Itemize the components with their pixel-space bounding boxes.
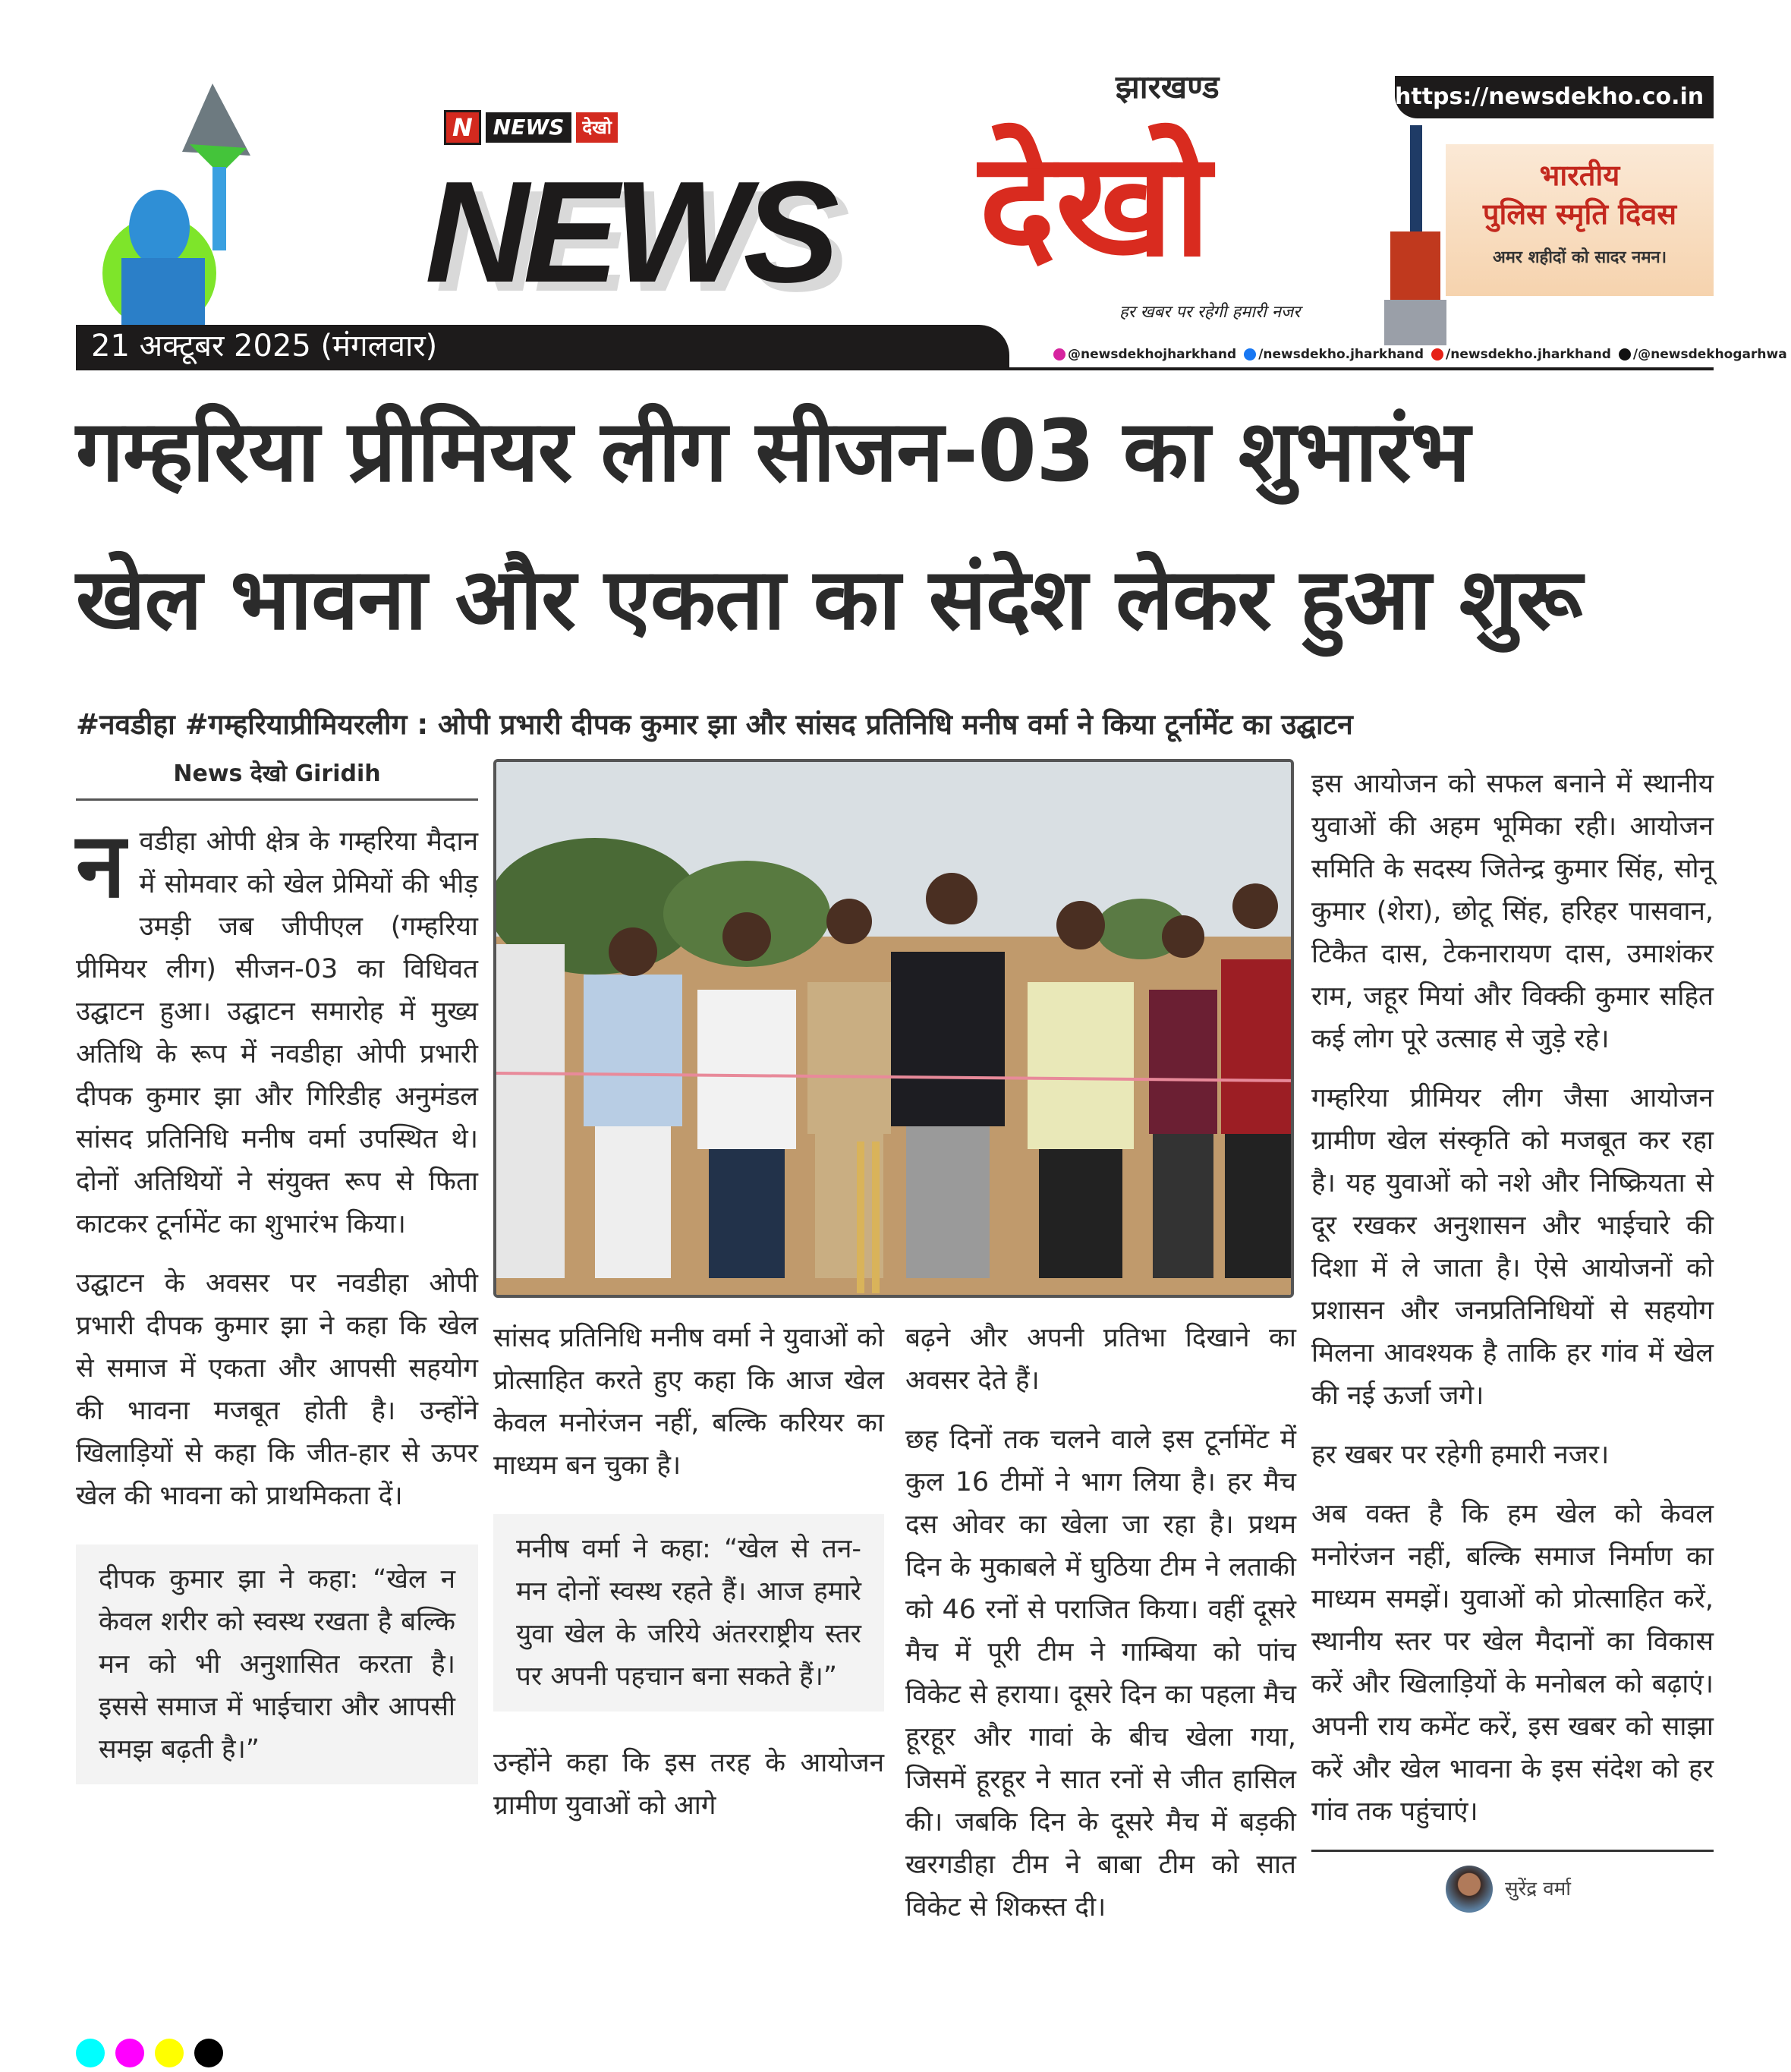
print-registration-marks	[76, 2039, 223, 2067]
column-2	[493, 1317, 884, 1844]
header-divider	[76, 367, 1714, 370]
paragraph: उद्घाटन के अवसर पर नवडीहा ओपी प्रभारी दीपक कुमार झा ने कहा कि खेल से समाज में एकता और आपसी सहयोग की भावना मजबूत होती है। उन्होंने खिलाड़ियों से कहा कि जीत-हार से ऊपर खेल की भावना को प्राथमिकता दें।	[76, 1268, 478, 1511]
author-credit	[1446, 1866, 1714, 1913]
drop-cap: न	[76, 813, 126, 918]
subheadline: #नवडीहा #गम्हरियाप्रीमियरलीग : ओपी प्रभारी दीपक कुमार झा और सांसद प्रतिनिधि मनीष वर्मा ने किया टूर्नामेंट का उद्घाटन	[76, 708, 1353, 741]
column-1	[76, 759, 478, 1815]
column-3	[905, 1317, 1296, 1945]
krishna-illustration	[76, 83, 296, 334]
cyan-dot	[76, 2039, 105, 2067]
social-links	[1053, 346, 1787, 363]
pull-quote: दीपक कुमार झा ने कहा: “खेल न केवल शरीर को स्वस्थ रखता है बल्कि मन को भी अनुशासित करता है। इससे समाज में भाईचारा और आपसी समझ बढ़ती है।”	[76, 1545, 478, 1784]
yellow-dot	[155, 2039, 184, 2067]
paragraph: सांसद प्रतिनिधि मनीष वर्मा ने युवाओं को प्रोत्साहित करते हुए कहा कि आज खेल केवल मनोरंजन नहीं, बल्कि करियर का माध्यम बन चुका है।	[493, 1323, 884, 1481]
logo-state: झारखण्ड	[1116, 68, 1220, 105]
logo-news: NEWS	[425, 152, 833, 313]
issue-date: 21 अक्टूबर 2025 (मंगलवार)	[91, 329, 438, 364]
paragraph: बढ़ने और अपनी प्रतिभा दिखाने का अवसर देते हैं।	[905, 1323, 1296, 1396]
inauguration-photo	[493, 759, 1294, 1298]
instagram-icon	[1053, 348, 1065, 361]
small-logo: N NEWS देखो	[444, 111, 618, 144]
facebook-icon	[1244, 348, 1256, 361]
instagram-link[interactable]: @newsdekhojharkhand	[1053, 346, 1236, 363]
byline: News देखो Giridih	[76, 759, 478, 801]
youtube-link[interactable]: /newsdekho.jharkhand	[1431, 346, 1611, 363]
pull-quote: मनीष वर्मा ने कहा: “खेल से तन-मन दोनों स्वस्थ रहते हैं। आज हमारे युवा खेल के जरिये अंतरराष्ट्रीय स्तर पर अपनी पहचान बना सकते हैं।”	[493, 1514, 884, 1711]
logo-dekho: देखो	[979, 121, 1211, 288]
headline-line-1: गम्हरिया प्रीमियर लीग सीजन-03 का शुभारंभ	[76, 402, 1470, 501]
paragraph: गम्हरिया प्रीमियर लीग जैसा आयोजन ग्रामीण खेल संस्कृति को मजबूत कर रहा है। यह युवाओं को नशे और निष्क्रियता से दूर रखकर अनुशासन और भाईचारे की दिशा में ले जाता है। ऐसे आयोजनों को प्रशासन और जनप्रतिनिधियों से सहयोग मिलना आवश्यक है ताकि हर गांव में खेल की नई ऊर्जा जगे।	[1311, 1083, 1714, 1411]
police-memorial-ad: भारतीय पुलिस स्मृति दिवस अमर शहीदों को सादर नमन।	[1446, 144, 1714, 296]
x-icon	[1619, 348, 1631, 361]
black-dot	[194, 2039, 223, 2067]
website-url[interactable]: https://newsdekho.co.in	[1395, 76, 1714, 118]
column-4	[1311, 763, 1714, 1913]
headline-line-2: खेल भावना और एकता का संदेश लेकर हुआ शुरू	[76, 550, 1582, 649]
magenta-dot	[115, 2039, 144, 2067]
paragraph: अब वक्त है कि हम खेल को केवल मनोरंजन नहीं, बल्कि समाज निर्माण का माध्यम समझें। युवाओं को प्रोत्साहित करें, स्थानीय स्तर पर खेल मैदानों का विकास करें और खिलाड़ियों के मनोबल को बढ़ाएं। अपनी राय कमेंट करें, इस खबर को साझा करें और खेल भावना के इस संदेश को हर गांव तक पहुंचाएं।	[1311, 1499, 1714, 1827]
statue-image	[1381, 125, 1449, 345]
x-link[interactable]: /@newsdekhogarhwa	[1619, 346, 1787, 363]
youtube-icon	[1431, 348, 1443, 361]
paragraph: छह दिनों तक चलने वाले इस टूर्नामेंट में कुल 16 टीमों ने भाग लिया है। हर मैच दस ओवर का खेला जा रहा है। प्रथम दिन के मुकाबले में घुठिया टीम ने लताकी को 46 रनों से पराजित किया। वहीं दूसरे मैच में पूरी टीम ने गाम्बिया को पांच विकेट से हराया। दूसरे दिन का पहला मैच हूरहूर और गावां के बीच खेला गया, जिसमें हूरहूर ने सात रनों से जीत हासिल की। जबकि दिन के दूसरे मैच में बड़की खरगडीहा टीम ने बाबा टीम को सात विकेट से शिकस्त दी।	[905, 1425, 1296, 1922]
author-name: सुरेंद्र वर्मा	[1505, 1878, 1572, 1900]
footer-divider	[1311, 1850, 1714, 1852]
facebook-link[interactable]: /newsdekho.jharkhand	[1244, 346, 1424, 363]
paragraph: हर खबर पर रहेगी हमारी नजर।	[1311, 1440, 1610, 1470]
paragraph: नवडीहा ओपी क्षेत्र के गम्हरिया मैदान में सोमवार को खेल प्रेमियों की भीड़ उमड़ी जब जीपीएल (गम्हरिया प्रीमियर लीग) सीजन-03 का विधिवत उद्घाटन हुआ। उद्घाटन समारोह में मुख्य अतिथि के रूप में नवडीहा ओपी प्रभारी दीपक कुमार झा और गिरिडीह अनुमंडल सांसद प्रतिनिधि मनीष वर्मा उपस्थित थे। दोनों अतिथियों ने संयुक्त रूप से फिता काटकर टूर्नामेंट का शुभारंभ किया।	[76, 813, 478, 1239]
paragraph: इस आयोजन को सफल बनाने में स्थानीय युवाओं की अहम भूमिका रही। आयोजन समिति के सदस्य जितेन्द्र कुमार सिंह, सोनू कुमार (शेरा), छोटू सिंह, हरिहर पासवान, टिकैत दास, टेकनारायण दास, उमाशंकर राम, जहूर मियां और विक्की कुमार सहित कई लोग पूरे उत्साह से जुड़े रहे।	[1311, 769, 1714, 1054]
avatar	[1446, 1866, 1493, 1913]
tagline: हर खबर पर रहेगी हमारी नजर	[1119, 303, 1301, 322]
paragraph: उन्होंने कहा कि इस तरह के आयोजन ग्रामीण युवाओं को आगे	[493, 1748, 884, 1821]
